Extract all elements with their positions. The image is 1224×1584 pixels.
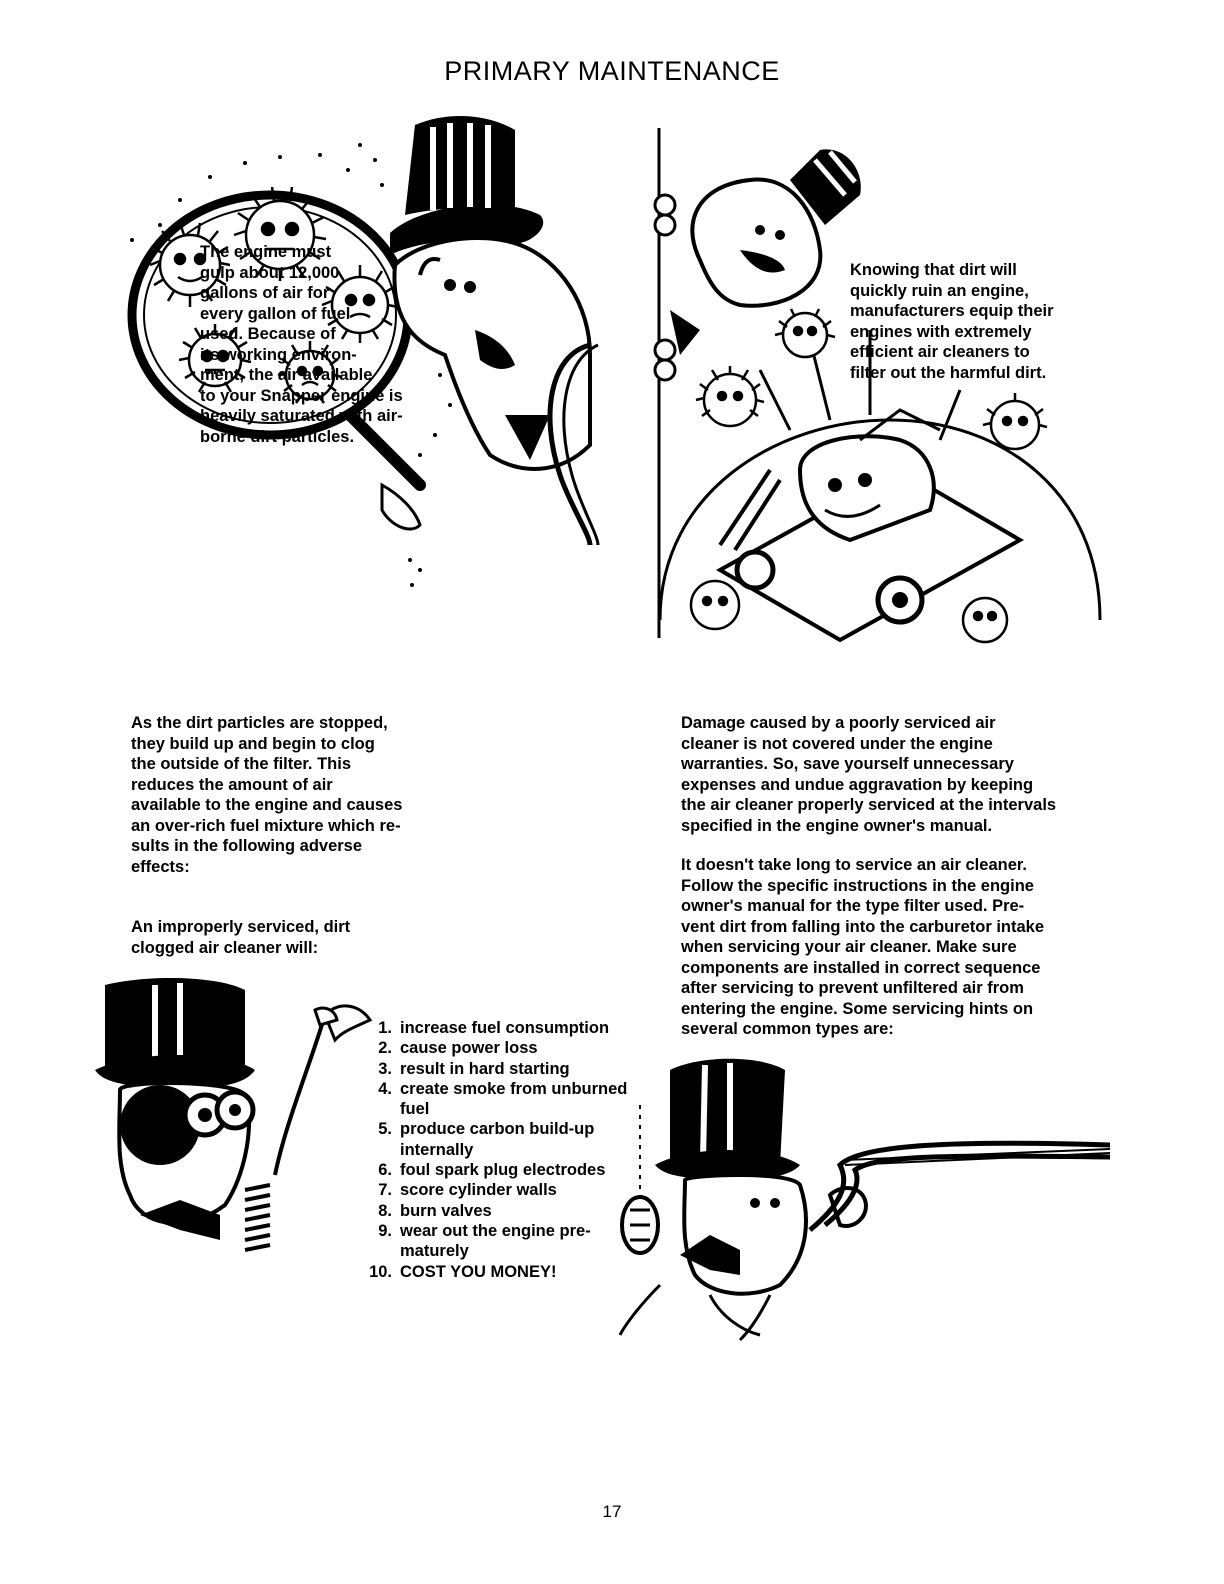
list-item: 5. produce carbon build-up xyxy=(378,1120,595,1139)
gas-mask-character-illustration xyxy=(85,975,375,1275)
list-item: 9. wear out the engine pre- xyxy=(378,1221,591,1240)
list-item-continuation: fuel xyxy=(400,1100,430,1119)
page-number: 17 xyxy=(602,1502,622,1521)
list-item: 8. burn valves xyxy=(378,1201,492,1220)
mower-engine-illustration xyxy=(640,140,1100,645)
caption-air-volume: The engine must gulp about 12,000 gallons of air for every gallon of fuel used. Because of its working environ- ment, the air available to your Snapper engine is heavily saturated with air- borne dirt particles. xyxy=(200,243,403,446)
list-item: 6. foul spark plug electrodes xyxy=(378,1161,606,1180)
paragraph-dirt-buildup: As the dirt particles are stopped, they build up and begin to clog the outside of the filter. This reduces the amount of air available to the engine and causes an over-rich fuel mixture which re- sults in the following adverse effects: xyxy=(131,714,403,876)
page-title: PRIMARY MAINTENANCE xyxy=(444,56,780,86)
paragraph-servicing-hints: It doesn't take long to service an air cleaner. Follow the specific instructions in the engine owner's manual for the type filter used. Pre- vent dirt from falling into the carburetor intake when servicing your air cleaner. Make sure components are installed in correct sequence after servicing to prevent unfiltered air from entering the engine. Some servicing hints on several common types are: xyxy=(681,856,1045,1038)
list-item-continuation: internally xyxy=(400,1140,474,1159)
hose-character-illustration xyxy=(600,1045,1110,1345)
paragraph-improper-cleaner: An improperly serviced, dirt clogged air cleaner will: xyxy=(131,918,351,957)
list-item: 3. result in hard starting xyxy=(378,1059,570,1078)
caption-air-cleaners: Knowing that dirt will quickly ruin an engine, manufacturers equip their engines with extremely efficient air cleaners to filter out the harmful dirt. xyxy=(850,261,1054,382)
list-item: 7. score cylinder walls xyxy=(378,1181,557,1200)
list-item: 1. increase fuel consumption xyxy=(378,1019,610,1037)
list-item: 2. cause power loss xyxy=(378,1039,538,1058)
paragraph-warranty-damage: Damage caused by a poorly serviced air cleaner is not covered under the engine warranties. So, save yourself unnecessary expenses and undue aggravation by keeping the air cleaner properly serviced at the intervals specified in the engine owner's manual. xyxy=(681,714,1057,835)
list-item: 10. COST YOU MONEY! xyxy=(369,1262,557,1281)
peeking-character-icon xyxy=(655,149,861,380)
list-item-continuation: maturely xyxy=(400,1242,469,1261)
adverse-effects-list xyxy=(358,1018,627,1282)
list-item: 4. create smoke from unburned xyxy=(378,1079,628,1098)
